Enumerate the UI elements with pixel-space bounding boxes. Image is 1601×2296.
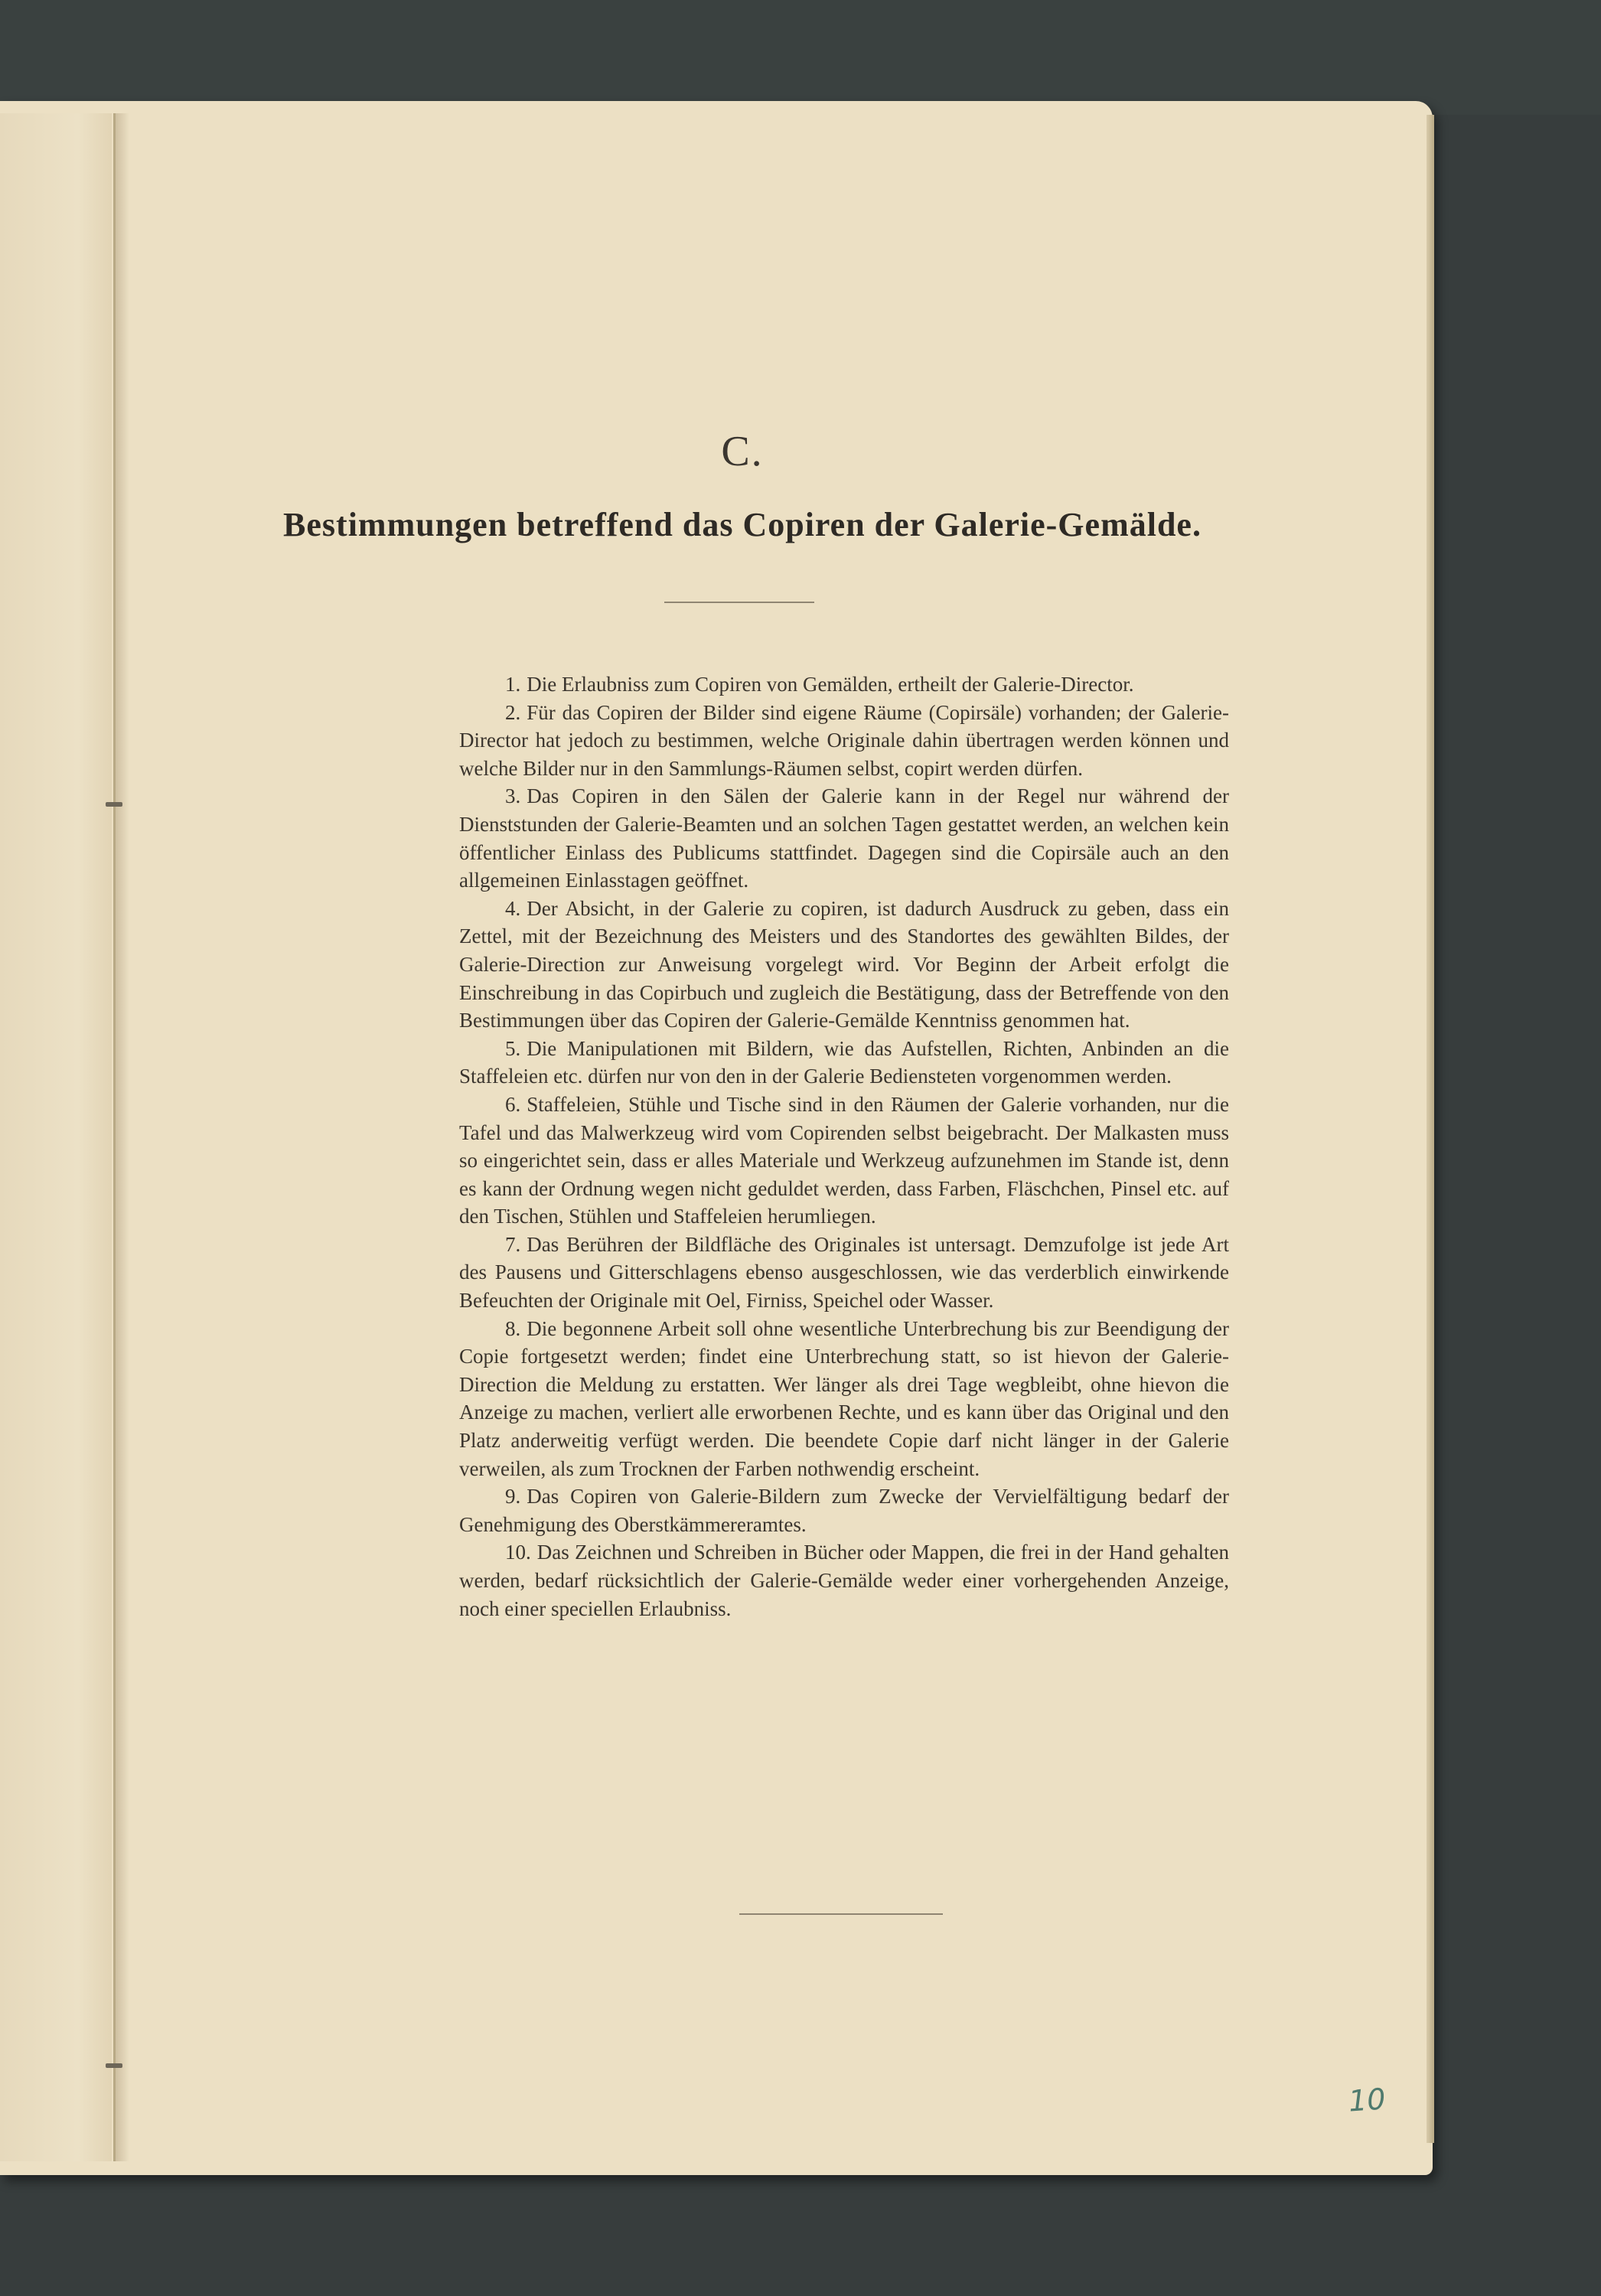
regulations-text [459,670,1229,1623]
item-number: 5. [505,1036,521,1060]
item-number: 9. [505,1485,521,1508]
item-text: Für das Copiren der Bilder sind eigene Räume (Copirsäle) vorhanden; der Galerie-Director hat jedoch zu bestimmen, welche Originale dahin übertragen werden können und welche Bilder nur in den Sammlungs-Räumen selbst, copirt werden dürfen. [459,700,1229,780]
section-letter: C. [721,428,764,475]
item-text: Das Berühren der Bildfläche des Originales ist untersagt. Demzufolge ist jede Art des Pausens und Gitterschlagens ebenso ausgeschlossen, wie das verderblich einwirkende Befeuchten der Originale mit Oel, Firniss, Speichel oder Wasser. [459,1232,1229,1313]
list-item [459,782,1229,894]
list-item [459,1035,1229,1091]
item-number: 2. [505,700,521,724]
item-text: Der Absicht, in der Galerie zu copiren, ist dadurch Ausdruck zu geben, dass ein Zettel, mit der Bezeichnung des Meisters und des Standortes des gewählten Bildes, der Galerie-Direction zur Anweisung vorgelegt wird. Vor Beginn der Arbeit erfolgt die Einschreibung in das Copirbuch und zugleich die Bestätigung, dass der Betreffende von den Bestimmungen über das Copiren der Galerie-Gemälde Kenntniss genommen hat. [459,896,1229,1032]
item-number: 4. [505,896,521,920]
list-item [459,699,1229,783]
item-number: 7. [505,1232,521,1256]
list-item [459,1538,1229,1623]
item-number: 6. [505,1092,521,1116]
item-number: 1. [505,673,521,696]
list-item [459,1091,1229,1231]
item-text: Das Copiren in den Sälen der Galerie kann in der Regel nur während der Dienststunden der Galerie-Beamten und an solchen Tagen gestattet werden, an welchen kein öffentlicher Einlass des Publicums stattfindet. Dagegen sind die Copirsäle auch an den allgemeinen Einlasstagen geöffnet. [459,784,1229,892]
item-text: Das Copiren von Galerie-Bildern zum Zwecke der Vervielfältigung bedarf der Genehmigung des Oberstkämmereramtes. [459,1485,1229,1536]
item-number: 8. [505,1316,521,1340]
item-number: 3. [505,784,521,808]
item-number: 10. [505,1541,531,1564]
item-text: Die Erlaubniss zum Copiren von Gemälden, ertheilt der Galerie-Director. [527,673,1134,696]
list-item [459,895,1229,1035]
item-text: Staffeleien, Stühle und Tische sind in den Räumen der Galerie vorhanden, nur die Tafel und das Malwerkzeug wird vom Copirenden selbst beigebracht. Der Malkasten muss so eingerichtet sein, dass er alles Materiale und Werkzeug aufzunehmen im Stande ist, denn es kann der Ordnung wegen nicht geduldet werden, dass Farben, Fläschchen, Pinsel etc. auf den Tischen, Stühlen und Staffeleien herumliegen. [459,1092,1229,1228]
divider-top [664,602,814,603]
item-text: Das Zeichnen und Schreiben in Bücher oder Mappen, die frei in der Hand gehalten werden, bedarf rücksichtlich der Galerie-Gemälde weder einer vorhergehenden Anzeige, noch einer speciellen Erlaubniss. [459,1541,1229,1620]
list-item [459,1231,1229,1315]
divider-bottom [739,1913,943,1915]
folio-number: 10 [1347,2082,1387,2118]
list-item [459,1315,1229,1483]
list-item [459,1482,1229,1538]
page-title: Bestimmungen betreffend das Copiren der Galerie-Gemälde. [283,506,1202,543]
item-text: Die Manipulationen mit Bildern, wie das Aufstellen, Richten, Anbinden an die Staffeleien etc. dürfen nur von den in der Galerie Bediensteten vorgenommen werden. [459,1036,1229,1088]
item-text: Die begonnene Arbeit soll ohne wesentliche Unterbrechung bis zur Beendigung der Copie fortgesetzt werden; findet eine Unterbrechung statt, so ist hievon der Galerie-Direction die Meldung zu erstatten. Wer länger als drei Tage wegbleibt, ohne hievon die Anzeige zu machen, verliert alle erworbenen Rechte, und es kann über das Original und den Platz anderweitig verfügt werden. Die beendete Copie darf nicht länger in der Galerie verweilen, als zum Trocknen der Farben nothwendig erscheint. [459,1316,1229,1480]
list-item [459,670,1229,699]
